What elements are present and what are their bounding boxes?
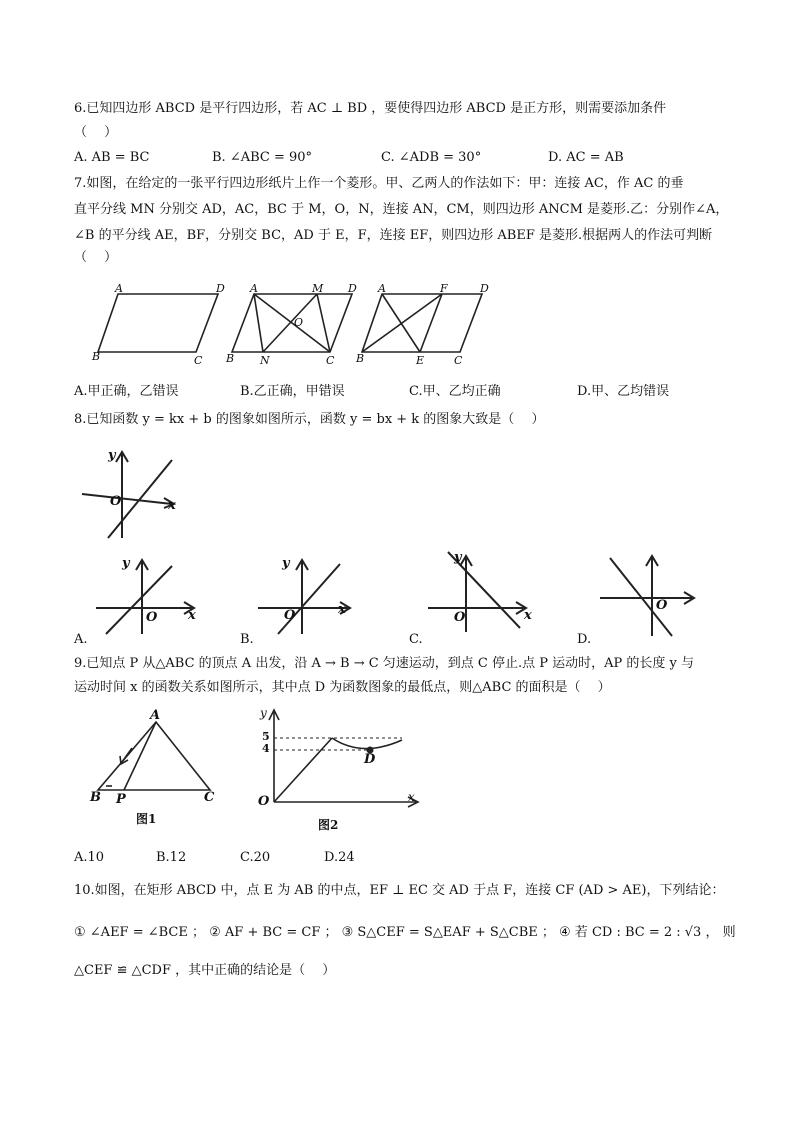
q7-label: B — [356, 352, 365, 365]
q7-fig1-parallelogram — [98, 294, 218, 352]
q8-a-origin-label: O — [146, 610, 158, 625]
q9-figure-1 — [86, 708, 226, 828]
q8-c-x-label: x — [524, 608, 532, 623]
q8-given-x-label: x — [168, 498, 176, 513]
q9-fig1-label-a: A — [150, 708, 161, 723]
q10-stem-line2: ① ∠AEF = ∠BCE ； ② AF + BC = CF ； ③ S△CEF = S△EAF + S△CBE ； ④ 若 CD : BC = 2 : √3 ， 则 — [74, 925, 736, 940]
q7-option-b: B.乙正确，甲错误 — [240, 384, 345, 399]
q7-fig3-parallelogram — [362, 294, 482, 352]
q9-fig1-label-p: P — [116, 792, 126, 807]
q9-fig1-label-b: B — [90, 790, 101, 805]
q7-paren: （ ） — [74, 250, 118, 265]
q6-option-c: C. ∠ADB = 30° — [381, 150, 482, 165]
q8-a-x-label: x — [188, 608, 196, 623]
q9-fig2-label-d: D — [364, 752, 376, 767]
q9-fig2-y-label: y — [260, 706, 267, 720]
q7-stem-line2: 直平分线 MN 分别交 AD，AC，BC 于 M，O，N，连接 AN，CM，则四边形 ANCM 是菱形.乙：分别作∠A， — [74, 202, 729, 217]
q6-option-a: A. AB = BC — [74, 150, 150, 165]
q8-option-b-graph — [258, 556, 368, 636]
q7-label: B — [226, 352, 235, 365]
q9-option-b: B.12 — [156, 850, 187, 865]
q7-label: M — [312, 282, 324, 295]
q8-option-d-graph — [596, 552, 706, 638]
q9-fig2-x-label: x — [408, 790, 415, 804]
q7-figure — [84, 280, 496, 372]
q8-d-origin-label: O — [656, 598, 668, 613]
q7-label: D — [480, 282, 489, 295]
q7-label: C — [326, 354, 335, 367]
q8-option-c-graph — [428, 548, 538, 634]
q7-label: A — [378, 282, 386, 295]
q7-stem-line1: 7.如图，在给定的一张平行四边形纸片上作一个菱形。甲、乙两人的作法如下：甲：连接 AC，作 AC 的垂 — [74, 176, 684, 191]
q7-label: N — [260, 354, 270, 367]
q6-option-d: D. AC = AB — [548, 150, 624, 165]
q8-b-x-label: x — [338, 602, 346, 617]
q8-c-origin-label: O — [454, 610, 466, 625]
q7-label: E — [416, 354, 425, 367]
q9-fig1-caption: 图1 — [136, 812, 157, 826]
q8-b-origin-label: O — [284, 608, 296, 623]
q6-paren: （ ） — [74, 125, 118, 140]
q9-fig2-origin-label: O — [258, 794, 270, 809]
q8-given-y-label: y — [108, 448, 116, 463]
q9-fig2-caption: 图2 — [318, 818, 339, 832]
q7-label: D — [216, 282, 225, 295]
q7-label: F — [440, 282, 448, 295]
q8-b-y-label: y — [282, 556, 290, 571]
q8-option-d-label: D. — [577, 632, 592, 647]
q7-label: C — [194, 354, 203, 367]
q6-stem: 6.已知四边形 ABCD 是平行四边形，若 AC ⊥ BD ，要使得四边形 ABCD 是正方形，则需要添加条件 — [74, 101, 667, 116]
q9-fig2-tick-5: 5 — [262, 730, 270, 743]
q10-stem-line1: 10.如图，在矩形 ABCD 中，点 E 为 AB 的中点，EF ⊥ EC 交 AD 于点 F，连接 CF (AD > AE)，下列结论： — [74, 883, 725, 898]
q9-stem-line1: 9.已知点 P 从△ABC 的顶点 A 出发，沿 A → B → C 匀速运动，到点 C 停止.点 P 运动时，AP 的长度 y 与 — [74, 656, 695, 671]
q8-c-y-label: y — [454, 550, 462, 565]
q7-label: A — [115, 282, 123, 295]
q8-option-c-label: C. — [409, 632, 423, 647]
q7-option-a: A.甲正确，乙错误 — [74, 384, 179, 399]
q8-option-b-label: B. — [240, 632, 254, 647]
q8-option-a-label: A. — [74, 632, 88, 647]
q7-stem-line3: ∠B 的平分线 AE，BF，分别交 BC，AD 于 E，F，连接 EF，则四边形 ABEF 是菱形.根据两人的作法可判断 — [74, 228, 713, 243]
q6-option-b: B. ∠ABC = 90° — [212, 150, 313, 165]
q7-label: O — [294, 316, 304, 329]
q7-label: B — [92, 350, 101, 363]
q10-stem-line3: △CEF ≌ △CDF ，其中正确的结论是（ ） — [74, 963, 336, 978]
q7-label: A — [250, 282, 258, 295]
q7-option-c: C.甲、乙均正确 — [409, 384, 501, 399]
q8-a-y-label: y — [122, 556, 130, 571]
q9-option-d: D.24 — [324, 850, 355, 865]
q9-figure-2 — [252, 702, 432, 832]
q7-label: D — [348, 282, 357, 295]
q8-given-graph — [78, 446, 188, 542]
q7-label: C — [454, 354, 463, 367]
q9-stem-line2: 运动时间 x 的函数关系如图所示，其中点 D 为函数图象的最低点，则△ABC 的面积是（ ） — [74, 680, 611, 695]
q7-option-d: D.甲、乙均错误 — [577, 384, 670, 399]
q9-fig1-label-c: C — [204, 790, 215, 805]
q8-given-origin-label: O — [110, 494, 122, 509]
q8-stem: 8.已知函数 y = kx + b 的图象如图所示，函数 y = bx + k 的图象大致是（ ） — [74, 412, 545, 427]
q9-option-a: A.10 — [74, 850, 105, 865]
q9-fig2-tick-4: 4 — [262, 742, 270, 755]
q9-option-c: C.20 — [240, 850, 271, 865]
q8-option-a-graph — [92, 556, 202, 636]
